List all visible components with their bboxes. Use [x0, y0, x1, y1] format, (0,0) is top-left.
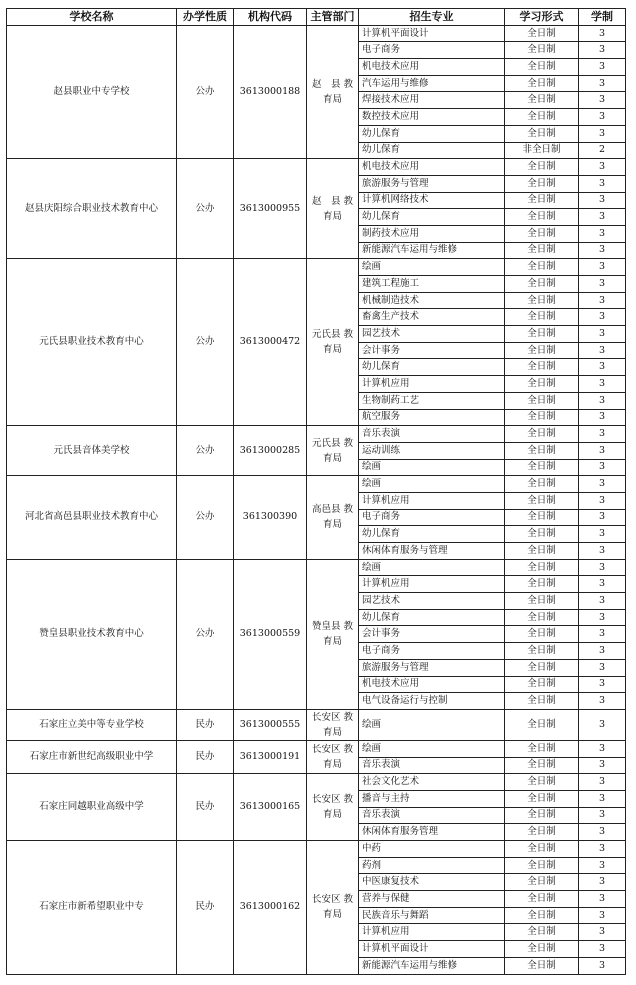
- years-cell: 3: [579, 492, 626, 509]
- years-cell: 3: [579, 841, 626, 858]
- years-cell: 3: [579, 276, 626, 293]
- study-form-cell: 全日制: [505, 824, 579, 841]
- years-cell: 3: [579, 359, 626, 376]
- years-cell: 3: [579, 42, 626, 59]
- study-form-cell: 全日制: [505, 476, 579, 493]
- table-row: [7, 259, 626, 276]
- study-form-cell: 全日制: [505, 774, 579, 791]
- study-form-cell: 全日制: [505, 676, 579, 693]
- years-cell: 3: [579, 609, 626, 626]
- major-cell: 电气设备运行与控制: [359, 693, 505, 710]
- major-cell: 数控技术应用: [359, 109, 505, 126]
- major-cell: 园艺技术: [359, 593, 505, 610]
- school-code-cell: 361300390: [234, 476, 307, 559]
- years-cell: 3: [579, 25, 626, 42]
- major-cell: 运动训练: [359, 442, 505, 459]
- study-form-cell: 全日制: [505, 192, 579, 209]
- school-nature-cell: 民办: [177, 740, 234, 773]
- study-form-cell: 全日制: [505, 526, 579, 543]
- school-code-cell: 3613000472: [234, 259, 307, 426]
- major-cell: 中医康复技术: [359, 874, 505, 891]
- major-cell: 幼儿保育: [359, 142, 505, 159]
- major-cell: 幼儿保育: [359, 125, 505, 142]
- years-cell: 3: [579, 957, 626, 974]
- enrollment-table: [6, 8, 626, 975]
- major-cell: 机械制造技术: [359, 292, 505, 309]
- major-cell: 电子商务: [359, 42, 505, 59]
- years-cell: 3: [579, 159, 626, 176]
- school-name-cell: 赞皇县职业技术教育中心: [7, 559, 177, 709]
- header-dept: 主管部门: [307, 9, 359, 26]
- school-name-cell: 石家庄立美中等专业学校: [7, 709, 177, 740]
- years-cell: 3: [579, 824, 626, 841]
- years-cell: 3: [579, 92, 626, 109]
- study-form-cell: 全日制: [505, 75, 579, 92]
- years-cell: 3: [579, 874, 626, 891]
- table-row: [7, 709, 626, 740]
- years-cell: 3: [579, 576, 626, 593]
- years-cell: 3: [579, 242, 626, 259]
- years-cell: 3: [579, 509, 626, 526]
- years-cell: 3: [579, 225, 626, 242]
- study-form-cell: 全日制: [505, 807, 579, 824]
- table-row: [7, 740, 626, 757]
- major-cell: 计算机应用: [359, 924, 505, 941]
- school-name-cell: 河北省高邑县职业技术教育中心: [7, 476, 177, 559]
- school-dept-cell: 长安区 教育局: [307, 709, 359, 740]
- study-form-cell: 全日制: [505, 42, 579, 59]
- years-cell: 3: [579, 459, 626, 476]
- study-form-cell: 全日制: [505, 659, 579, 676]
- table-row: [7, 559, 626, 576]
- table-row: [7, 841, 626, 858]
- years-cell: 3: [579, 693, 626, 710]
- years-cell: 3: [579, 740, 626, 757]
- study-form-cell: 全日制: [505, 874, 579, 891]
- major-cell: 电子商务: [359, 509, 505, 526]
- study-form-cell: 全日制: [505, 259, 579, 276]
- study-form-cell: 全日制: [505, 175, 579, 192]
- study-form-cell: 全日制: [505, 392, 579, 409]
- years-cell: 3: [579, 790, 626, 807]
- years-cell: 3: [579, 907, 626, 924]
- study-form-cell: 全日制: [505, 92, 579, 109]
- header-major: 招生专业: [359, 9, 505, 26]
- study-form-cell: 全日制: [505, 242, 579, 259]
- study-form-cell: 全日制: [505, 25, 579, 42]
- school-nature-cell: 公办: [177, 25, 234, 159]
- school-nature-cell: 公办: [177, 426, 234, 476]
- major-cell: 电子商务: [359, 643, 505, 660]
- table-body: [7, 25, 626, 974]
- years-cell: 3: [579, 109, 626, 126]
- study-form-cell: 全日制: [505, 609, 579, 626]
- study-form-cell: 全日制: [505, 757, 579, 774]
- study-form-cell: 非全日制: [505, 142, 579, 159]
- major-cell: 药剂: [359, 857, 505, 874]
- major-cell: 营养与保健: [359, 891, 505, 908]
- study-form-cell: 全日制: [505, 225, 579, 242]
- major-cell: 中药: [359, 841, 505, 858]
- study-form-cell: 全日制: [505, 376, 579, 393]
- major-cell: 机电技术应用: [359, 59, 505, 76]
- years-cell: 3: [579, 676, 626, 693]
- years-cell: 3: [579, 426, 626, 443]
- study-form-cell: 全日制: [505, 626, 579, 643]
- school-dept-cell: 赞皇县 教育局: [307, 559, 359, 709]
- school-code-cell: 3613000191: [234, 740, 307, 773]
- major-cell: 新能源汽车运用与维修: [359, 242, 505, 259]
- study-form-cell: 全日制: [505, 857, 579, 874]
- major-cell: 计算机应用: [359, 492, 505, 509]
- school-name-cell: 元氏县职业技术教育中心: [7, 259, 177, 426]
- study-form-cell: 全日制: [505, 109, 579, 126]
- years-cell: 3: [579, 757, 626, 774]
- study-form-cell: 全日制: [505, 593, 579, 610]
- years-cell: 3: [579, 891, 626, 908]
- school-dept-cell: 元氏县 教育局: [307, 426, 359, 476]
- major-cell: 机电技术应用: [359, 159, 505, 176]
- major-cell: 旅游服务与管理: [359, 175, 505, 192]
- major-cell: 旅游服务与管理: [359, 659, 505, 676]
- school-dept-cell: 赵 县 教育局: [307, 159, 359, 259]
- major-cell: 计算机应用: [359, 576, 505, 593]
- study-form-cell: 全日制: [505, 59, 579, 76]
- school-code-cell: 3613000165: [234, 774, 307, 841]
- years-cell: 3: [579, 342, 626, 359]
- study-form-cell: 全日制: [505, 841, 579, 858]
- years-cell: 3: [579, 526, 626, 543]
- school-name-cell: 石家庄同越职业高级中学: [7, 774, 177, 841]
- school-code-cell: 3613000188: [234, 25, 307, 159]
- major-cell: 建筑工程施工: [359, 276, 505, 293]
- major-cell: 计算机平面设计: [359, 25, 505, 42]
- study-form-cell: 全日制: [505, 426, 579, 443]
- school-nature-cell: 公办: [177, 159, 234, 259]
- years-cell: 3: [579, 442, 626, 459]
- years-cell: 3: [579, 409, 626, 426]
- major-cell: 畜禽生产技术: [359, 309, 505, 326]
- years-cell: 2: [579, 142, 626, 159]
- table-row: [7, 774, 626, 791]
- years-cell: 3: [579, 659, 626, 676]
- school-dept-cell: 长安区 教育局: [307, 774, 359, 841]
- years-cell: 3: [579, 559, 626, 576]
- school-dept-cell: 赵 县 教育局: [307, 25, 359, 159]
- study-form-cell: 全日制: [505, 492, 579, 509]
- study-form-cell: 全日制: [505, 790, 579, 807]
- years-cell: 3: [579, 292, 626, 309]
- major-cell: 音乐表演: [359, 426, 505, 443]
- major-cell: 绘画: [359, 740, 505, 757]
- study-form-cell: 全日制: [505, 326, 579, 343]
- years-cell: 3: [579, 543, 626, 560]
- header-form: 学习形式: [505, 9, 579, 26]
- school-nature-cell: 公办: [177, 259, 234, 426]
- major-cell: 汽车运用与维修: [359, 75, 505, 92]
- study-form-cell: 全日制: [505, 209, 579, 226]
- school-code-cell: 3613000285: [234, 426, 307, 476]
- school-name-cell: 赵县庆阳综合职业技术教育中心: [7, 159, 177, 259]
- study-form-cell: 全日制: [505, 125, 579, 142]
- years-cell: 3: [579, 259, 626, 276]
- major-cell: 休闲体育服务管理: [359, 824, 505, 841]
- years-cell: 3: [579, 392, 626, 409]
- major-cell: 制药技术应用: [359, 225, 505, 242]
- study-form-cell: 全日制: [505, 891, 579, 908]
- school-name-cell: 元氏县音体美学校: [7, 426, 177, 476]
- study-form-cell: 全日制: [505, 359, 579, 376]
- study-form-cell: 全日制: [505, 543, 579, 560]
- school-nature-cell: 公办: [177, 476, 234, 559]
- years-cell: 3: [579, 209, 626, 226]
- major-cell: 民族音乐与舞蹈: [359, 907, 505, 924]
- school-dept-cell: 元氏县 教育局: [307, 259, 359, 426]
- school-code-cell: 3613000555: [234, 709, 307, 740]
- table-row: [7, 159, 626, 176]
- study-form-cell: 全日制: [505, 924, 579, 941]
- school-nature-cell: 民办: [177, 709, 234, 740]
- table-row: [7, 426, 626, 443]
- study-form-cell: 全日制: [505, 957, 579, 974]
- years-cell: 3: [579, 326, 626, 343]
- school-name-cell: 赵县职业中专学校: [7, 25, 177, 159]
- school-nature-cell: 民办: [177, 774, 234, 841]
- study-form-cell: 全日制: [505, 559, 579, 576]
- years-cell: 3: [579, 175, 626, 192]
- major-cell: 社会文化艺术: [359, 774, 505, 791]
- major-cell: 新能源汽车运用与维修: [359, 957, 505, 974]
- major-cell: 园艺技术: [359, 326, 505, 343]
- study-form-cell: 全日制: [505, 292, 579, 309]
- years-cell: 3: [579, 593, 626, 610]
- study-form-cell: 全日制: [505, 509, 579, 526]
- school-name-cell: 石家庄市新希望职业中专: [7, 841, 177, 975]
- years-cell: 3: [579, 941, 626, 958]
- school-nature-cell: 民办: [177, 841, 234, 975]
- major-cell: 生物制药工艺: [359, 392, 505, 409]
- study-form-cell: 全日制: [505, 693, 579, 710]
- school-code-cell: 3613000955: [234, 159, 307, 259]
- major-cell: 幼儿保育: [359, 209, 505, 226]
- major-cell: 计算机网络技术: [359, 192, 505, 209]
- years-cell: 3: [579, 59, 626, 76]
- header-nature: 办学性质: [177, 9, 234, 26]
- major-cell: 休闲体育服务与管理: [359, 543, 505, 560]
- major-cell: 幼儿保育: [359, 359, 505, 376]
- header-row: [7, 9, 626, 26]
- header-years: 学制: [579, 9, 626, 26]
- major-cell: 绘画: [359, 259, 505, 276]
- school-name-cell: 石家庄市新世纪高级职业中学: [7, 740, 177, 773]
- years-cell: 3: [579, 376, 626, 393]
- years-cell: 3: [579, 857, 626, 874]
- major-cell: 航空服务: [359, 409, 505, 426]
- major-cell: 绘画: [359, 459, 505, 476]
- major-cell: 幼儿保育: [359, 526, 505, 543]
- study-form-cell: 全日制: [505, 941, 579, 958]
- years-cell: 3: [579, 774, 626, 791]
- study-form-cell: 全日制: [505, 907, 579, 924]
- major-cell: 会计事务: [359, 342, 505, 359]
- years-cell: 3: [579, 807, 626, 824]
- major-cell: 绘画: [359, 709, 505, 740]
- school-nature-cell: 公办: [177, 559, 234, 709]
- table-header: [7, 9, 626, 26]
- major-cell: 绘画: [359, 476, 505, 493]
- years-cell: 3: [579, 476, 626, 493]
- major-cell: 机电技术应用: [359, 676, 505, 693]
- study-form-cell: 全日制: [505, 459, 579, 476]
- years-cell: 3: [579, 75, 626, 92]
- major-cell: 播音与主持: [359, 790, 505, 807]
- study-form-cell: 全日制: [505, 740, 579, 757]
- study-form-cell: 全日制: [505, 409, 579, 426]
- major-cell: 计算机平面设计: [359, 941, 505, 958]
- school-dept-cell: 长安区 教育局: [307, 740, 359, 773]
- major-cell: 会计事务: [359, 626, 505, 643]
- table-row: [7, 476, 626, 493]
- header-code: 机构代码: [234, 9, 307, 26]
- years-cell: 3: [579, 192, 626, 209]
- school-dept-cell: 高邑县 教育局: [307, 476, 359, 559]
- study-form-cell: 全日制: [505, 276, 579, 293]
- study-form-cell: 全日制: [505, 442, 579, 459]
- study-form-cell: 全日制: [505, 576, 579, 593]
- years-cell: 3: [579, 125, 626, 142]
- study-form-cell: 全日制: [505, 342, 579, 359]
- major-cell: 焊接技术应用: [359, 92, 505, 109]
- years-cell: 3: [579, 309, 626, 326]
- years-cell: 3: [579, 643, 626, 660]
- table-row: [7, 25, 626, 42]
- header-school-name: 学校名称: [7, 9, 177, 26]
- major-cell: 计算机应用: [359, 376, 505, 393]
- study-form-cell: 全日制: [505, 159, 579, 176]
- study-form-cell: 全日制: [505, 309, 579, 326]
- major-cell: 幼儿保育: [359, 609, 505, 626]
- school-code-cell: 3613000162: [234, 841, 307, 975]
- years-cell: 3: [579, 709, 626, 740]
- school-code-cell: 3613000559: [234, 559, 307, 709]
- major-cell: 音乐表演: [359, 807, 505, 824]
- major-cell: 音乐表演: [359, 757, 505, 774]
- school-dept-cell: 长安区 教育局: [307, 841, 359, 975]
- years-cell: 3: [579, 626, 626, 643]
- major-cell: 绘画: [359, 559, 505, 576]
- study-form-cell: 全日制: [505, 709, 579, 740]
- years-cell: 3: [579, 924, 626, 941]
- study-form-cell: 全日制: [505, 643, 579, 660]
